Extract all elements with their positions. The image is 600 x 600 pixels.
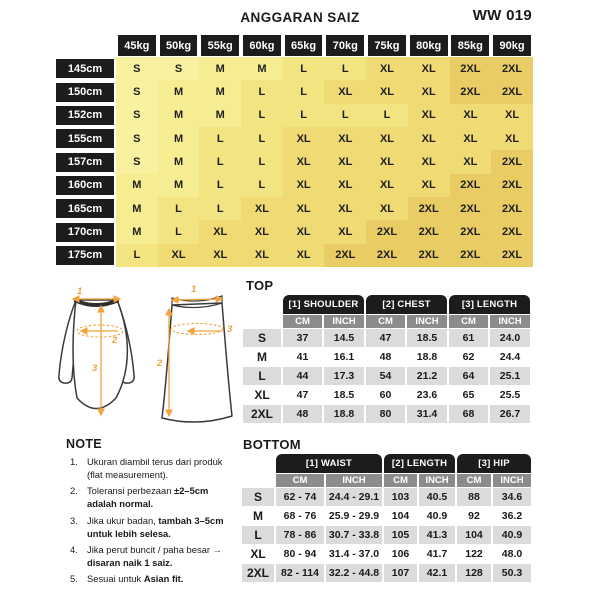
measurement-value: 60 bbox=[366, 386, 405, 404]
table-corner bbox=[242, 454, 274, 473]
weight-header-cell: 90kg bbox=[493, 35, 531, 56]
measurement-value: 105 bbox=[384, 526, 417, 544]
measurement-value: 18.8 bbox=[407, 348, 447, 366]
size-cell: XL bbox=[366, 150, 408, 173]
size-cell: L bbox=[158, 197, 200, 220]
weight-header-cell: 65kg bbox=[285, 35, 323, 56]
size-cell: 2XL bbox=[366, 244, 408, 267]
note-item bbox=[70, 514, 238, 540]
measurement-value: 68 - 76 bbox=[276, 507, 324, 525]
size-cell: 2XL bbox=[491, 174, 533, 197]
size-label: XL bbox=[243, 386, 281, 404]
measure-group-header: [3] HIP bbox=[457, 454, 531, 473]
size-cell: L bbox=[366, 104, 408, 127]
size-cell: XL bbox=[283, 220, 325, 243]
weight-header-slot bbox=[324, 35, 366, 56]
unit-header: CM bbox=[283, 315, 322, 328]
unit-header: INCH bbox=[493, 474, 531, 487]
size-cell: XL bbox=[408, 127, 450, 150]
measurement-row bbox=[242, 564, 531, 582]
size-cell: 2XL bbox=[324, 244, 366, 267]
size-cell: S bbox=[116, 80, 158, 103]
height-label-cell: 150cm bbox=[56, 83, 114, 102]
size-label: S bbox=[242, 488, 274, 506]
measurement-row bbox=[243, 348, 530, 366]
measurement-value: 107 bbox=[384, 564, 417, 582]
size-cell: XL bbox=[324, 197, 366, 220]
weight-header-row bbox=[56, 35, 533, 56]
weight-header-cell: 75kg bbox=[368, 35, 406, 56]
size-cell: L bbox=[199, 197, 241, 220]
measurement-value: 37 bbox=[283, 329, 322, 347]
height-label-slot bbox=[56, 59, 116, 78]
size-cell: XL bbox=[241, 244, 283, 267]
matrix-row bbox=[56, 80, 533, 103]
size-cell: 2XL bbox=[366, 220, 408, 243]
measurement-value: 61 bbox=[449, 329, 488, 347]
weight-header-cell: 80kg bbox=[410, 35, 448, 56]
table-corner bbox=[243, 315, 281, 328]
measurement-value: 47 bbox=[366, 329, 405, 347]
measurement-value: 104 bbox=[384, 507, 417, 525]
size-label: L bbox=[243, 367, 281, 385]
bottom-measurement-table bbox=[240, 453, 533, 583]
measurement-value: 18.5 bbox=[324, 386, 364, 404]
measurement-value: 44 bbox=[283, 367, 322, 385]
size-label: 2XL bbox=[242, 564, 274, 582]
measurement-value: 68 bbox=[449, 405, 488, 423]
height-label-slot bbox=[56, 223, 116, 242]
measurement-value: 24.4 - 29.1 bbox=[326, 488, 382, 506]
size-cell: L bbox=[241, 150, 283, 173]
matrix-row bbox=[56, 150, 533, 173]
size-cell: M bbox=[199, 80, 241, 103]
size-cell: L bbox=[199, 150, 241, 173]
size-label: S bbox=[243, 329, 281, 347]
note-item bbox=[70, 484, 238, 510]
measurement-row bbox=[243, 405, 530, 423]
size-cell: XL bbox=[283, 150, 325, 173]
product-code: WW 019 bbox=[472, 7, 532, 24]
size-cell: M bbox=[158, 150, 200, 173]
size-cell: S bbox=[158, 57, 200, 80]
height-label-slot bbox=[56, 129, 116, 148]
size-cell: M bbox=[116, 220, 158, 243]
table-corner bbox=[242, 474, 274, 487]
size-cell: XL bbox=[283, 244, 325, 267]
size-cell: 2XL bbox=[491, 150, 533, 173]
measurement-value: 48 bbox=[366, 348, 405, 366]
size-cell: XL bbox=[324, 150, 366, 173]
matrix-row bbox=[56, 220, 533, 243]
height-label-slot bbox=[56, 176, 116, 195]
garment-sketches bbox=[30, 285, 240, 433]
bottom-section-heading: BOTTOM bbox=[243, 437, 301, 452]
size-matrix bbox=[56, 57, 533, 267]
weight-header-slot bbox=[116, 35, 158, 56]
measure-group-header: [1] SHOULDER bbox=[283, 295, 364, 314]
size-cell: 2XL bbox=[450, 197, 492, 220]
measurement-value: 40.9 bbox=[493, 526, 531, 544]
measure-group-header: [1] WAIST bbox=[276, 454, 382, 473]
measure-group-header: [2] LENGTH bbox=[384, 454, 455, 473]
measurement-row bbox=[243, 329, 530, 347]
size-cell: L bbox=[116, 244, 158, 267]
measurement-value: 48.0 bbox=[493, 545, 531, 563]
size-cell: M bbox=[158, 127, 200, 150]
measurement-value: 80 bbox=[366, 405, 405, 423]
size-cell: XL bbox=[324, 80, 366, 103]
size-cell: 2XL bbox=[408, 220, 450, 243]
measurement-value: 25.9 - 29.9 bbox=[326, 507, 382, 525]
note-heading: NOTE bbox=[66, 437, 102, 451]
unit-header: CM bbox=[384, 474, 417, 487]
measurement-row bbox=[242, 507, 531, 525]
measurement-value: 24.4 bbox=[490, 348, 530, 366]
weight-header-slot bbox=[199, 35, 241, 56]
measurement-value: 40.5 bbox=[419, 488, 455, 506]
size-cell: XL bbox=[450, 104, 492, 127]
weight-header-slot bbox=[408, 35, 450, 56]
bottom-hip-number: 3 bbox=[227, 324, 233, 335]
size-cell: XL bbox=[408, 80, 450, 103]
weight-header-cell: 85kg bbox=[451, 35, 489, 56]
measurement-value: 21.2 bbox=[407, 367, 447, 385]
unit-header: INCH bbox=[490, 315, 530, 328]
measurement-value: 16.1 bbox=[324, 348, 364, 366]
size-cell: XL bbox=[408, 174, 450, 197]
size-cell: XL bbox=[283, 197, 325, 220]
note-number: 5. bbox=[70, 573, 78, 585]
measurement-value: 25.5 bbox=[490, 386, 530, 404]
height-label-slot bbox=[56, 246, 116, 265]
height-label-slot bbox=[56, 153, 116, 172]
size-cell: XL bbox=[324, 127, 366, 150]
size-cell: 2XL bbox=[450, 80, 492, 103]
unit-header: CM bbox=[276, 474, 324, 487]
measurement-value: 122 bbox=[457, 545, 491, 563]
height-label-cell: 155cm bbox=[56, 129, 114, 148]
size-cell: XL bbox=[366, 80, 408, 103]
size-label: L bbox=[242, 526, 274, 544]
size-cell: 2XL bbox=[450, 220, 492, 243]
measure-group-header: [2] CHEST bbox=[366, 295, 447, 314]
size-cell: L bbox=[199, 127, 241, 150]
size-cell: S bbox=[116, 127, 158, 150]
note-number: 4. bbox=[70, 543, 78, 555]
measurement-row bbox=[242, 545, 531, 563]
size-cell: M bbox=[158, 104, 200, 127]
measure-group-header: [3] LENGTH bbox=[449, 295, 530, 314]
size-cell: XL bbox=[408, 150, 450, 173]
size-cell: XL bbox=[366, 57, 408, 80]
size-cell: L bbox=[283, 57, 325, 80]
measurement-value: 88 bbox=[457, 488, 491, 506]
size-label: M bbox=[242, 507, 274, 525]
measurement-value: 41.3 bbox=[419, 526, 455, 544]
measurement-value: 62 bbox=[449, 348, 488, 366]
size-cell: M bbox=[199, 104, 241, 127]
measurement-value: 48 bbox=[283, 405, 322, 423]
size-cell: XL bbox=[324, 220, 366, 243]
weight-header-cell: 55kg bbox=[201, 35, 239, 56]
bottom-waist-number: 1 bbox=[191, 285, 197, 295]
unit-header: INCH bbox=[407, 315, 447, 328]
size-cell: M bbox=[241, 57, 283, 80]
measurement-value: 62 - 74 bbox=[276, 488, 324, 506]
top-chest-number: 2 bbox=[112, 335, 118, 346]
size-cell: 2XL bbox=[491, 197, 533, 220]
size-cell: XL bbox=[241, 197, 283, 220]
size-cell: XL bbox=[450, 127, 492, 150]
measurement-value: 24.0 bbox=[490, 329, 530, 347]
height-label-cell: 175cm bbox=[56, 246, 114, 265]
matrix-row bbox=[56, 104, 533, 127]
size-cell: XL bbox=[408, 57, 450, 80]
weight-header-slot bbox=[491, 35, 533, 56]
measurement-value: 36.2 bbox=[493, 507, 531, 525]
size-cell: XL bbox=[283, 174, 325, 197]
measurement-value: 103 bbox=[384, 488, 417, 506]
measurement-value: 23.6 bbox=[407, 386, 447, 404]
note-text: Jika ukur badan, tambah 3–5cm untuk lebih selesa. bbox=[87, 514, 224, 539]
measurement-row bbox=[242, 526, 531, 544]
top-section-heading: TOP bbox=[246, 278, 274, 293]
height-label-cell: 157cm bbox=[56, 153, 114, 172]
note-item bbox=[70, 572, 238, 585]
weight-header-slot bbox=[158, 35, 200, 56]
unit-header: INCH bbox=[326, 474, 382, 487]
size-cell: 2XL bbox=[491, 220, 533, 243]
measurement-value: 82 - 114 bbox=[276, 564, 324, 582]
unit-header: CM bbox=[457, 474, 491, 487]
measurement-value: 31.4 bbox=[407, 405, 447, 423]
size-cell: L bbox=[324, 104, 366, 127]
height-label-slot bbox=[56, 106, 116, 125]
size-cell: L bbox=[199, 174, 241, 197]
weight-header-cell: 45kg bbox=[118, 35, 156, 56]
size-label: 2XL bbox=[243, 405, 281, 423]
measurement-value: 80 - 94 bbox=[276, 545, 324, 563]
measurement-row bbox=[243, 386, 530, 404]
size-cell: M bbox=[158, 80, 200, 103]
top-measurement-table bbox=[241, 294, 532, 424]
size-cell: L bbox=[324, 57, 366, 80]
measurement-value: 65 bbox=[449, 386, 488, 404]
measurement-row bbox=[242, 488, 531, 506]
unit-header: INCH bbox=[419, 474, 455, 487]
measurement-value: 47 bbox=[283, 386, 322, 404]
note-list bbox=[70, 455, 238, 588]
matrix-corner-spacer bbox=[56, 35, 116, 56]
weight-header-slot bbox=[241, 35, 283, 56]
weight-header-cell: 60kg bbox=[243, 35, 281, 56]
weight-header-slot bbox=[283, 35, 325, 56]
measurement-value: 92 bbox=[457, 507, 491, 525]
height-label-slot bbox=[56, 199, 116, 218]
size-label: XL bbox=[242, 545, 274, 563]
size-cell: XL bbox=[199, 220, 241, 243]
size-cell: 2XL bbox=[450, 57, 492, 80]
bottom-garment-sketch bbox=[162, 296, 232, 422]
measurement-row bbox=[243, 367, 530, 385]
measurement-value: 18.5 bbox=[407, 329, 447, 347]
measurement-value: 54 bbox=[366, 367, 405, 385]
top-length-number: 3 bbox=[92, 363, 98, 374]
note-text: Toleransi perbezaan ±2–5cm adalah normal. bbox=[87, 485, 209, 510]
unit-header: CM bbox=[449, 315, 488, 328]
size-cell: L bbox=[241, 174, 283, 197]
measurement-value: 41 bbox=[283, 348, 322, 366]
matrix-row bbox=[56, 127, 533, 150]
size-cell: L bbox=[283, 104, 325, 127]
matrix-row bbox=[56, 57, 533, 80]
height-label-slot bbox=[56, 83, 116, 102]
size-cell: 2XL bbox=[491, 244, 533, 267]
size-cell: M bbox=[116, 197, 158, 220]
size-cell: XL bbox=[199, 244, 241, 267]
size-cell: L bbox=[158, 220, 200, 243]
measurement-value: 128 bbox=[457, 564, 491, 582]
measurement-value: 34.6 bbox=[493, 488, 531, 506]
size-cell: XL bbox=[158, 244, 200, 267]
size-cell: S bbox=[116, 150, 158, 173]
unit-header: INCH bbox=[324, 315, 364, 328]
size-cell: S bbox=[116, 57, 158, 80]
top-garment-sketch bbox=[59, 298, 134, 409]
note-text: Sesuai untuk Asian fit. bbox=[87, 573, 184, 585]
size-cell: XL bbox=[491, 127, 533, 150]
unit-header: CM bbox=[366, 315, 405, 328]
table-corner bbox=[243, 295, 281, 314]
size-label: M bbox=[243, 348, 281, 366]
size-cell: XL bbox=[491, 104, 533, 127]
measurement-value: 106 bbox=[384, 545, 417, 563]
size-cell: XL bbox=[324, 174, 366, 197]
measurement-value: 26.7 bbox=[490, 405, 530, 423]
note-number: 1. bbox=[70, 456, 78, 467]
size-cell: 2XL bbox=[408, 197, 450, 220]
size-cell: XL bbox=[366, 127, 408, 150]
measurement-value: 104 bbox=[457, 526, 491, 544]
measurement-value: 14.5 bbox=[324, 329, 364, 347]
note-number: 3. bbox=[70, 514, 78, 526]
size-cell: XL bbox=[408, 104, 450, 127]
matrix-row bbox=[56, 197, 533, 220]
bottom-length-number: 2 bbox=[157, 358, 163, 369]
size-cell: 2XL bbox=[491, 80, 533, 103]
measurement-value: 17.3 bbox=[324, 367, 364, 385]
size-cell: M bbox=[199, 57, 241, 80]
measurement-value: 30.7 - 33.8 bbox=[326, 526, 382, 544]
weight-header-slot bbox=[450, 35, 492, 56]
size-cell: 2XL bbox=[450, 174, 492, 197]
size-cell: L bbox=[241, 104, 283, 127]
note-number: 2. bbox=[70, 485, 78, 497]
weight-header-cell: 70kg bbox=[326, 35, 364, 56]
height-label-cell: 165cm bbox=[56, 199, 114, 218]
weight-header-cell: 50kg bbox=[160, 35, 198, 56]
height-label-cell: 145cm bbox=[56, 59, 114, 78]
height-label-cell: 170cm bbox=[56, 223, 114, 242]
size-cell: XL bbox=[366, 174, 408, 197]
measurement-value: 18.8 bbox=[324, 405, 364, 423]
note-item bbox=[70, 543, 238, 569]
page-title: ANGGARAN SAIZ bbox=[240, 10, 360, 25]
measurement-value: 64 bbox=[449, 367, 488, 385]
top-shoulder-number: 1 bbox=[77, 286, 83, 297]
note-item bbox=[70, 455, 238, 481]
measurement-value: 42.1 bbox=[419, 564, 455, 582]
measurement-value: 78 - 86 bbox=[276, 526, 324, 544]
note-text: Jika perut buncit / paha besar → disaran naik 1 saiz. bbox=[87, 543, 222, 569]
size-cell: L bbox=[283, 80, 325, 103]
weight-header-slot bbox=[366, 35, 408, 56]
size-cell: L bbox=[241, 80, 283, 103]
size-cell: XL bbox=[241, 220, 283, 243]
size-cell: XL bbox=[366, 197, 408, 220]
measurement-value: 41.7 bbox=[419, 545, 455, 563]
size-cell: 2XL bbox=[450, 244, 492, 267]
matrix-row bbox=[56, 244, 533, 267]
measurement-value: 32.2 - 44.8 bbox=[326, 564, 382, 582]
height-label-cell: 160cm bbox=[56, 176, 114, 195]
size-cell: 2XL bbox=[491, 57, 533, 80]
note-text: Ukuran diambil terus dari produk (flat measurement). bbox=[87, 456, 223, 481]
height-label-cell: 152cm bbox=[56, 106, 114, 125]
matrix-row bbox=[56, 174, 533, 197]
size-cell: L bbox=[241, 127, 283, 150]
measurement-value: 31.4 - 37.0 bbox=[326, 545, 382, 563]
measurement-value: 40.9 bbox=[419, 507, 455, 525]
size-cell: XL bbox=[450, 150, 492, 173]
size-cell: S bbox=[116, 104, 158, 127]
size-cell: M bbox=[158, 174, 200, 197]
measurement-value: 50.3 bbox=[493, 564, 531, 582]
size-cell: XL bbox=[283, 127, 325, 150]
size-cell: 2XL bbox=[408, 244, 450, 267]
size-cell: M bbox=[116, 174, 158, 197]
measurement-value: 25.1 bbox=[490, 367, 530, 385]
